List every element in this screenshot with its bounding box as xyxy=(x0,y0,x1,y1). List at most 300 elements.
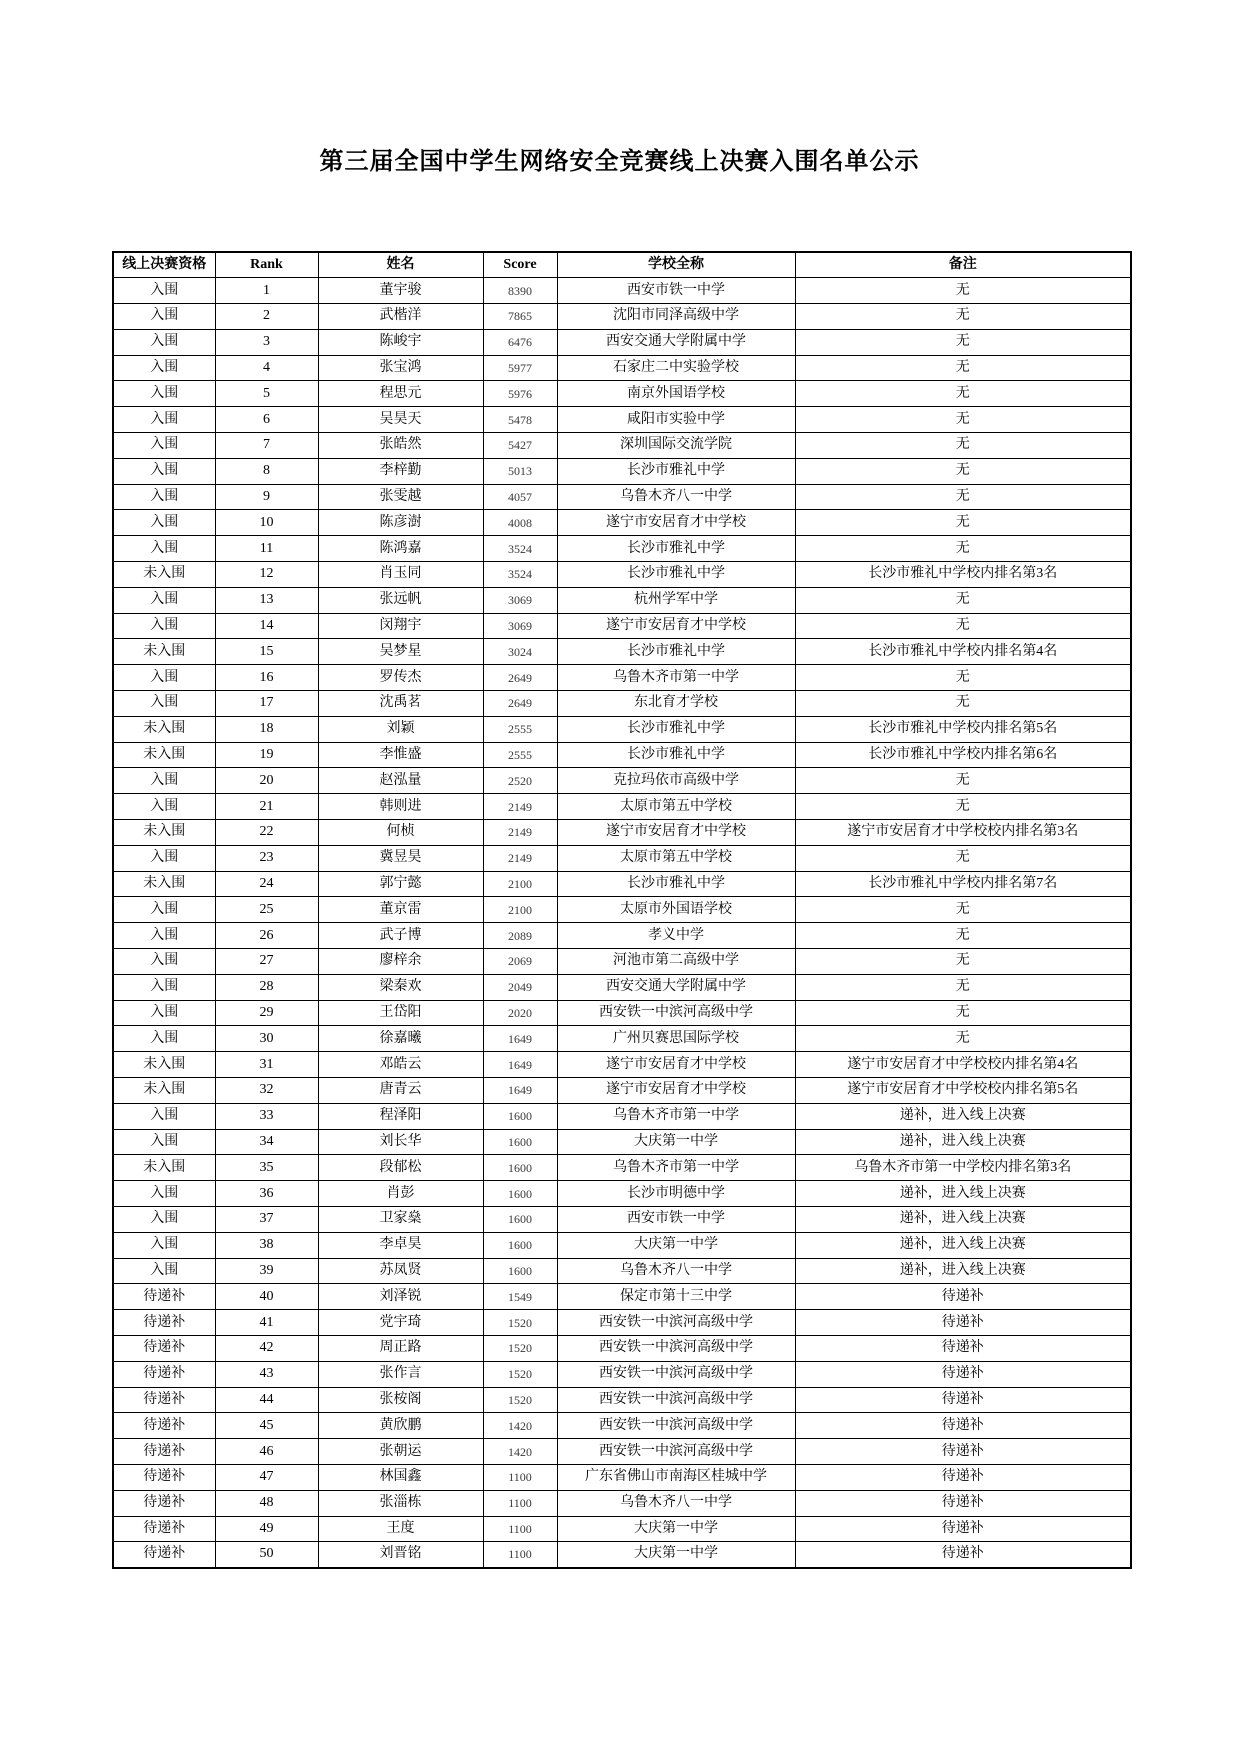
table-row xyxy=(113,1000,1131,1026)
score-cell: 1649 xyxy=(483,1052,557,1078)
header-qualification: 线上决赛资格 xyxy=(113,252,215,278)
remark-cell: 遂宁市安居育才中学校校内排名第4名 xyxy=(795,1052,1131,1078)
score-cell: 2089 xyxy=(483,923,557,949)
rank-cell: 24 xyxy=(215,871,318,897)
remark-cell: 无 xyxy=(795,974,1131,1000)
school-cell: 西安铁一中滨河高级中学 xyxy=(557,1310,795,1336)
name-cell: 张皓然 xyxy=(318,433,483,459)
score-cell: 3069 xyxy=(483,587,557,613)
table-row xyxy=(113,1516,1131,1542)
results-table xyxy=(112,251,1132,1569)
table-row xyxy=(113,484,1131,510)
name-cell: 肖玉同 xyxy=(318,562,483,588)
rank-cell: 40 xyxy=(215,1284,318,1310)
table-row xyxy=(113,1387,1131,1413)
table-row xyxy=(113,1052,1131,1078)
header-remark: 备注 xyxy=(795,252,1131,278)
school-cell: 西安铁一中滨河高级中学 xyxy=(557,1361,795,1387)
school-cell: 遂宁市安居育才中学校 xyxy=(557,820,795,846)
school-cell: 乌鲁木齐八一中学 xyxy=(557,1258,795,1284)
remark-cell: 无 xyxy=(795,407,1131,433)
remark-cell: 待递补 xyxy=(795,1387,1131,1413)
remark-cell: 长沙市雅礼中学校内排名第7名 xyxy=(795,871,1131,897)
school-cell: 河池市第二高级中学 xyxy=(557,949,795,975)
qualification-cell: 入围 xyxy=(113,329,215,355)
score-cell: 3069 xyxy=(483,613,557,639)
name-cell: 何桢 xyxy=(318,820,483,846)
remark-cell: 无 xyxy=(795,433,1131,459)
school-cell: 大庆第一中学 xyxy=(557,1516,795,1542)
table-row xyxy=(113,1181,1131,1207)
qualification-cell: 待递补 xyxy=(113,1387,215,1413)
name-cell: 张远帆 xyxy=(318,587,483,613)
qualification-cell: 入围 xyxy=(113,355,215,381)
name-cell: 武楷洋 xyxy=(318,304,483,330)
school-cell: 长沙市雅礼中学 xyxy=(557,458,795,484)
rank-cell: 34 xyxy=(215,1129,318,1155)
score-cell: 1100 xyxy=(483,1516,557,1542)
name-cell: 吴昊天 xyxy=(318,407,483,433)
rank-cell: 31 xyxy=(215,1052,318,1078)
school-cell: 南京外国语学校 xyxy=(557,381,795,407)
remark-cell: 遂宁市安居育才中学校校内排名第5名 xyxy=(795,1078,1131,1104)
score-cell: 5977 xyxy=(483,355,557,381)
name-cell: 徐嘉曦 xyxy=(318,1026,483,1052)
score-cell: 2020 xyxy=(483,1000,557,1026)
score-cell: 6476 xyxy=(483,329,557,355)
name-cell: 陈峻宇 xyxy=(318,329,483,355)
remark-cell: 无 xyxy=(795,897,1131,923)
qualification-cell: 入围 xyxy=(113,304,215,330)
remark-cell: 乌鲁木齐市第一中学校内排名第3名 xyxy=(795,1155,1131,1181)
school-cell: 长沙市雅礼中学 xyxy=(557,562,795,588)
score-cell: 1520 xyxy=(483,1387,557,1413)
name-cell: 李惟盛 xyxy=(318,742,483,768)
qualification-cell: 待递补 xyxy=(113,1335,215,1361)
school-cell: 大庆第一中学 xyxy=(557,1129,795,1155)
score-cell: 5427 xyxy=(483,433,557,459)
score-cell: 2049 xyxy=(483,974,557,1000)
name-cell: 张雯越 xyxy=(318,484,483,510)
score-cell: 4008 xyxy=(483,510,557,536)
qualification-cell: 待递补 xyxy=(113,1413,215,1439)
rank-cell: 5 xyxy=(215,381,318,407)
name-cell: 程思元 xyxy=(318,381,483,407)
qualification-cell: 入围 xyxy=(113,381,215,407)
rank-cell: 26 xyxy=(215,923,318,949)
rank-cell: 46 xyxy=(215,1439,318,1465)
rank-cell: 18 xyxy=(215,716,318,742)
qualification-cell: 待递补 xyxy=(113,1439,215,1465)
remark-cell: 递补，进入线上决赛 xyxy=(795,1232,1131,1258)
remark-cell: 长沙市雅礼中学校内排名第5名 xyxy=(795,716,1131,742)
table-row xyxy=(113,304,1131,330)
qualification-cell: 入围 xyxy=(113,536,215,562)
school-cell: 遂宁市安居育才中学校 xyxy=(557,613,795,639)
remark-cell: 无 xyxy=(795,665,1131,691)
header-score: Score xyxy=(483,252,557,278)
remark-cell: 待递补 xyxy=(795,1335,1131,1361)
table-row xyxy=(113,458,1131,484)
score-cell: 7865 xyxy=(483,304,557,330)
score-cell: 2100 xyxy=(483,897,557,923)
name-cell: 苏凤贤 xyxy=(318,1258,483,1284)
remark-cell: 待递补 xyxy=(795,1490,1131,1516)
rank-cell: 25 xyxy=(215,897,318,923)
rank-cell: 22 xyxy=(215,820,318,846)
table-row xyxy=(113,768,1131,794)
table-row xyxy=(113,613,1131,639)
rank-cell: 13 xyxy=(215,587,318,613)
qualification-cell: 入围 xyxy=(113,1129,215,1155)
remark-cell: 待递补 xyxy=(795,1439,1131,1465)
table-row xyxy=(113,974,1131,1000)
school-cell: 长沙市雅礼中学 xyxy=(557,742,795,768)
score-cell: 4057 xyxy=(483,484,557,510)
qualification-cell: 入围 xyxy=(113,1181,215,1207)
name-cell: 张宝鸿 xyxy=(318,355,483,381)
remark-cell: 无 xyxy=(795,304,1131,330)
table-row xyxy=(113,716,1131,742)
school-cell: 石家庄二中实验学校 xyxy=(557,355,795,381)
qualification-cell: 入围 xyxy=(113,923,215,949)
remark-cell: 无 xyxy=(795,794,1131,820)
score-cell: 2555 xyxy=(483,742,557,768)
school-cell: 乌鲁木齐八一中学 xyxy=(557,1490,795,1516)
rank-cell: 11 xyxy=(215,536,318,562)
qualification-cell: 待递补 xyxy=(113,1310,215,1336)
score-cell: 2149 xyxy=(483,794,557,820)
score-cell: 5478 xyxy=(483,407,557,433)
school-cell: 遂宁市安居育才中学校 xyxy=(557,510,795,536)
table-row xyxy=(113,897,1131,923)
remark-cell: 无 xyxy=(795,484,1131,510)
name-cell: 张作言 xyxy=(318,1361,483,1387)
qualification-cell: 入围 xyxy=(113,845,215,871)
remark-cell: 长沙市雅礼中学校内排名第6名 xyxy=(795,742,1131,768)
table-row xyxy=(113,562,1131,588)
name-cell: 武子博 xyxy=(318,923,483,949)
name-cell: 周正路 xyxy=(318,1335,483,1361)
results-table-body xyxy=(113,278,1131,1568)
rank-cell: 19 xyxy=(215,742,318,768)
remark-cell: 递补，进入线上决赛 xyxy=(795,1103,1131,1129)
school-cell: 咸阳市实验中学 xyxy=(557,407,795,433)
remark-cell: 无 xyxy=(795,1000,1131,1026)
school-cell: 深圳国际交流学院 xyxy=(557,433,795,459)
rank-cell: 6 xyxy=(215,407,318,433)
name-cell: 廖梓余 xyxy=(318,949,483,975)
header-rank: Rank xyxy=(215,252,318,278)
score-cell: 1600 xyxy=(483,1129,557,1155)
school-cell: 长沙市雅礼中学 xyxy=(557,871,795,897)
qualification-cell: 入围 xyxy=(113,1103,215,1129)
score-cell: 1600 xyxy=(483,1258,557,1284)
rank-cell: 8 xyxy=(215,458,318,484)
name-cell: 张朝运 xyxy=(318,1439,483,1465)
score-cell: 3524 xyxy=(483,562,557,588)
header-row xyxy=(113,252,1131,278)
name-cell: 刘长华 xyxy=(318,1129,483,1155)
table-row xyxy=(113,1490,1131,1516)
rank-cell: 43 xyxy=(215,1361,318,1387)
qualification-cell: 待递补 xyxy=(113,1361,215,1387)
qualification-cell: 入围 xyxy=(113,407,215,433)
rank-cell: 17 xyxy=(215,691,318,717)
score-cell: 2649 xyxy=(483,665,557,691)
qualification-cell: 未入围 xyxy=(113,639,215,665)
school-cell: 广州贝赛思国际学校 xyxy=(557,1026,795,1052)
table-row xyxy=(113,1284,1131,1310)
qualification-cell: 待递补 xyxy=(113,1284,215,1310)
rank-cell: 35 xyxy=(215,1155,318,1181)
table-row xyxy=(113,820,1131,846)
qualification-cell: 入围 xyxy=(113,1000,215,1026)
school-cell: 孝义中学 xyxy=(557,923,795,949)
rank-cell: 1 xyxy=(215,278,318,304)
score-cell: 2149 xyxy=(483,820,557,846)
name-cell: 董京雷 xyxy=(318,897,483,923)
rank-cell: 44 xyxy=(215,1387,318,1413)
qualification-cell: 入围 xyxy=(113,458,215,484)
table-row xyxy=(113,536,1131,562)
name-cell: 段郁松 xyxy=(318,1155,483,1181)
qualification-cell: 入围 xyxy=(113,1258,215,1284)
score-cell: 1549 xyxy=(483,1284,557,1310)
rank-cell: 4 xyxy=(215,355,318,381)
rank-cell: 16 xyxy=(215,665,318,691)
rank-cell: 42 xyxy=(215,1335,318,1361)
remark-cell: 待递补 xyxy=(795,1284,1131,1310)
name-cell: 罗传杰 xyxy=(318,665,483,691)
remark-cell: 递补，进入线上决赛 xyxy=(795,1181,1131,1207)
remark-cell: 无 xyxy=(795,458,1131,484)
table-row xyxy=(113,845,1131,871)
table-row xyxy=(113,639,1131,665)
name-cell: 韩则进 xyxy=(318,794,483,820)
score-cell: 1600 xyxy=(483,1232,557,1258)
qualification-cell: 待递补 xyxy=(113,1490,215,1516)
qualification-cell: 入围 xyxy=(113,613,215,639)
table-row xyxy=(113,794,1131,820)
name-cell: 陈彦澍 xyxy=(318,510,483,536)
qualification-cell: 入围 xyxy=(113,484,215,510)
rank-cell: 27 xyxy=(215,949,318,975)
table-row xyxy=(113,1258,1131,1284)
name-cell: 张淄栋 xyxy=(318,1490,483,1516)
school-cell: 西安铁一中滨河高级中学 xyxy=(557,1335,795,1361)
remark-cell: 无 xyxy=(795,691,1131,717)
remark-cell: 待递补 xyxy=(795,1464,1131,1490)
name-cell: 程泽阳 xyxy=(318,1103,483,1129)
remark-cell: 待递补 xyxy=(795,1361,1131,1387)
name-cell: 唐青云 xyxy=(318,1078,483,1104)
rank-cell: 37 xyxy=(215,1206,318,1232)
school-cell: 西安铁一中滨河高级中学 xyxy=(557,1413,795,1439)
qualification-cell: 入围 xyxy=(113,665,215,691)
score-cell: 1600 xyxy=(483,1206,557,1232)
name-cell: 冀昱昊 xyxy=(318,845,483,871)
rank-cell: 39 xyxy=(215,1258,318,1284)
remark-cell: 待递补 xyxy=(795,1413,1131,1439)
name-cell: 林国鑫 xyxy=(318,1464,483,1490)
table-row xyxy=(113,329,1131,355)
table-row xyxy=(113,1155,1131,1181)
rank-cell: 32 xyxy=(215,1078,318,1104)
name-cell: 闵翔宇 xyxy=(318,613,483,639)
remark-cell: 无 xyxy=(795,613,1131,639)
table-row xyxy=(113,407,1131,433)
remark-cell: 长沙市雅礼中学校内排名第4名 xyxy=(795,639,1131,665)
remark-cell: 无 xyxy=(795,923,1131,949)
rank-cell: 2 xyxy=(215,304,318,330)
score-cell: 1420 xyxy=(483,1439,557,1465)
school-cell: 西安交通大学附属中学 xyxy=(557,329,795,355)
name-cell: 王岱阳 xyxy=(318,1000,483,1026)
qualification-cell: 未入围 xyxy=(113,716,215,742)
rank-cell: 38 xyxy=(215,1232,318,1258)
qualification-cell: 入围 xyxy=(113,897,215,923)
rank-cell: 23 xyxy=(215,845,318,871)
table-row xyxy=(113,278,1131,304)
score-cell: 1600 xyxy=(483,1181,557,1207)
table-row xyxy=(113,1439,1131,1465)
school-cell: 东北育才学校 xyxy=(557,691,795,717)
table-row xyxy=(113,1464,1131,1490)
table-row xyxy=(113,1129,1131,1155)
rank-cell: 41 xyxy=(215,1310,318,1336)
name-cell: 党宇琦 xyxy=(318,1310,483,1336)
name-cell: 李卓昊 xyxy=(318,1232,483,1258)
remark-cell: 递补，进入线上决赛 xyxy=(795,1206,1131,1232)
school-cell: 克拉玛依市高级中学 xyxy=(557,768,795,794)
score-cell: 1520 xyxy=(483,1310,557,1336)
score-cell: 2100 xyxy=(483,871,557,897)
school-cell: 广东省佛山市南海区桂城中学 xyxy=(557,1464,795,1490)
score-cell: 3024 xyxy=(483,639,557,665)
qualification-cell: 未入围 xyxy=(113,1052,215,1078)
name-cell: 刘泽锐 xyxy=(318,1284,483,1310)
qualification-cell: 未入围 xyxy=(113,1078,215,1104)
school-cell: 西安铁一中滨河高级中学 xyxy=(557,1439,795,1465)
score-cell: 1649 xyxy=(483,1026,557,1052)
table-row xyxy=(113,1310,1131,1336)
table-row xyxy=(113,949,1131,975)
document-title: 第三届全国中学生网络安全竞赛线上决赛入围名单公示 xyxy=(319,149,920,175)
table-row xyxy=(113,381,1131,407)
rank-cell: 7 xyxy=(215,433,318,459)
rank-cell: 48 xyxy=(215,1490,318,1516)
rank-cell: 12 xyxy=(215,562,318,588)
qualification-cell: 入围 xyxy=(113,768,215,794)
school-cell: 太原市外国语学校 xyxy=(557,897,795,923)
rank-cell: 15 xyxy=(215,639,318,665)
name-cell: 赵泓量 xyxy=(318,768,483,794)
school-cell: 杭州学军中学 xyxy=(557,587,795,613)
school-cell: 乌鲁木齐市第一中学 xyxy=(557,1155,795,1181)
remark-cell: 待递补 xyxy=(795,1542,1131,1568)
qualification-cell: 入围 xyxy=(113,433,215,459)
qualification-cell: 入围 xyxy=(113,691,215,717)
qualification-cell: 待递补 xyxy=(113,1464,215,1490)
qualification-cell: 待递补 xyxy=(113,1542,215,1568)
school-cell: 遂宁市安居育才中学校 xyxy=(557,1052,795,1078)
table-row xyxy=(113,1078,1131,1104)
remark-cell: 递补，进入线上决赛 xyxy=(795,1258,1131,1284)
score-cell: 1520 xyxy=(483,1361,557,1387)
rank-cell: 47 xyxy=(215,1464,318,1490)
score-cell: 2069 xyxy=(483,949,557,975)
name-cell: 沈禹茗 xyxy=(318,691,483,717)
school-cell: 乌鲁木齐市第一中学 xyxy=(557,1103,795,1129)
table-row xyxy=(113,1413,1131,1439)
name-cell: 肖彭 xyxy=(318,1181,483,1207)
school-cell: 保定市第十三中学 xyxy=(557,1284,795,1310)
qualification-cell: 入围 xyxy=(113,974,215,1000)
table-row xyxy=(113,1232,1131,1258)
name-cell: 李梓勤 xyxy=(318,458,483,484)
name-cell: 黄欣鹏 xyxy=(318,1413,483,1439)
school-cell: 太原市第五中学校 xyxy=(557,794,795,820)
table-row xyxy=(113,742,1131,768)
table-row xyxy=(113,871,1131,897)
name-cell: 梁秦欢 xyxy=(318,974,483,1000)
score-cell: 2649 xyxy=(483,691,557,717)
school-cell: 西安铁一中滨河高级中学 xyxy=(557,1000,795,1026)
qualification-cell: 入围 xyxy=(113,794,215,820)
remark-cell: 无 xyxy=(795,845,1131,871)
results-table-header xyxy=(113,252,1131,278)
name-cell: 刘晋铭 xyxy=(318,1542,483,1568)
table-row xyxy=(113,433,1131,459)
remark-cell: 待递补 xyxy=(795,1516,1131,1542)
table-row xyxy=(113,691,1131,717)
score-cell: 1600 xyxy=(483,1103,557,1129)
name-cell: 陈鸿嘉 xyxy=(318,536,483,562)
name-cell: 邓皓云 xyxy=(318,1052,483,1078)
school-cell: 西安交通大学附属中学 xyxy=(557,974,795,1000)
qualification-cell: 入围 xyxy=(113,278,215,304)
table-row xyxy=(113,355,1131,381)
name-cell: 吴梦星 xyxy=(318,639,483,665)
score-cell: 1100 xyxy=(483,1464,557,1490)
school-cell: 长沙市雅礼中学 xyxy=(557,536,795,562)
header-school: 学校全称 xyxy=(557,252,795,278)
qualification-cell: 入围 xyxy=(113,510,215,536)
rank-cell: 45 xyxy=(215,1413,318,1439)
score-cell: 8390 xyxy=(483,278,557,304)
remark-cell: 无 xyxy=(795,278,1131,304)
table-row xyxy=(113,1206,1131,1232)
school-cell: 乌鲁木齐市第一中学 xyxy=(557,665,795,691)
school-cell: 沈阳市同泽高级中学 xyxy=(557,304,795,330)
rank-cell: 10 xyxy=(215,510,318,536)
qualification-cell: 入围 xyxy=(113,949,215,975)
rank-cell: 29 xyxy=(215,1000,318,1026)
school-cell: 大庆第一中学 xyxy=(557,1232,795,1258)
rank-cell: 30 xyxy=(215,1026,318,1052)
score-cell: 1420 xyxy=(483,1413,557,1439)
qualification-cell: 未入围 xyxy=(113,871,215,897)
qualification-cell: 入围 xyxy=(113,587,215,613)
name-cell: 郭宁懿 xyxy=(318,871,483,897)
remark-cell: 无 xyxy=(795,949,1131,975)
school-cell: 长沙市雅礼中学 xyxy=(557,716,795,742)
table-row xyxy=(113,1335,1131,1361)
remark-cell: 待递补 xyxy=(795,1310,1131,1336)
qualification-cell: 待递补 xyxy=(113,1516,215,1542)
qualification-cell: 未入围 xyxy=(113,1155,215,1181)
